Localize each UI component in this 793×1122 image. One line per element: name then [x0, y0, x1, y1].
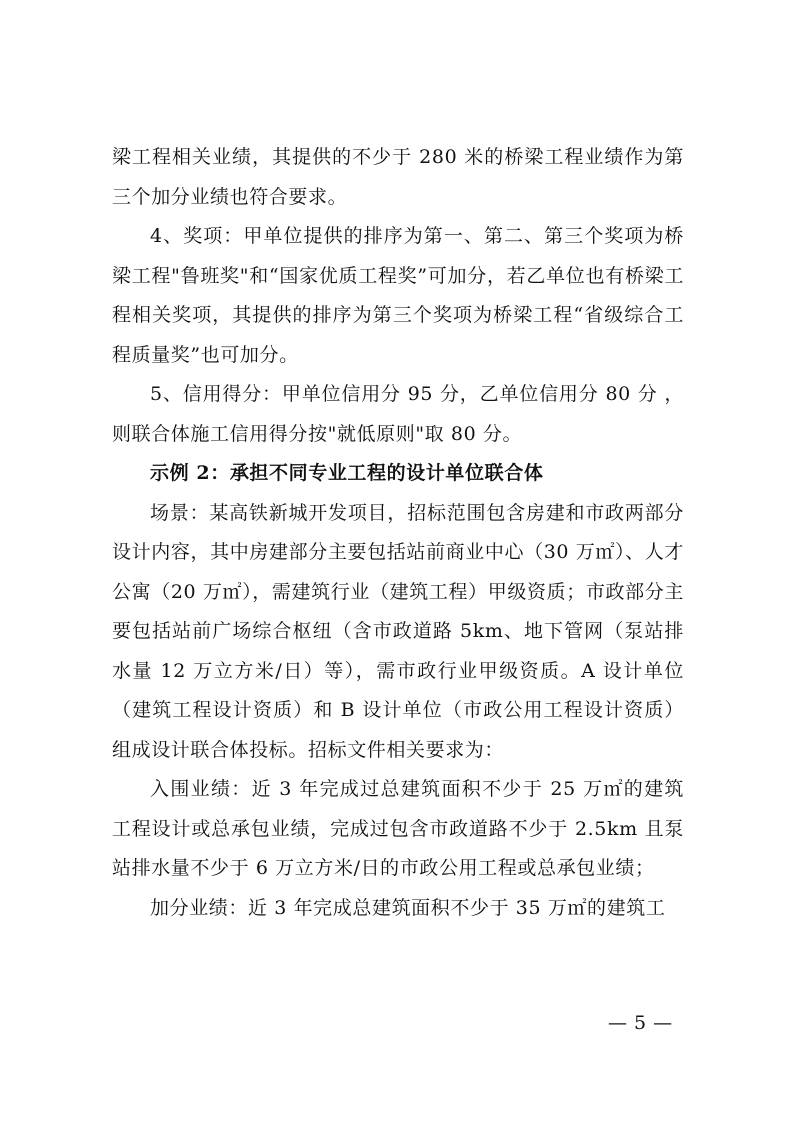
paragraph-scenario: 场景：某高铁新城开发项目，招标范围包含房建和市政两部分设计内容，其中房建部分主要包括站前商业中心（30 万㎡）、人才公寓（20 万㎡），需建筑行业（建筑工程）甲级资质；市政部分主要包括站前广场综合枢纽（含市政道路 5km、地下管网（泵站排水量 12 万立方米/日）等），需市政行业甲级资质。A 设计单位（建筑工程设计资质）和 B 设计单位（市政公用工程设计资质）组成设计联合体投标。招标文件相关要求为：: [112, 501, 684, 761]
paragraph-credit-score: 5、信用得分：甲单位信用分 95 分，乙单位信用分 80 分 ，则联合体施工信用得分按"就低原则"取 80 分。: [112, 383, 684, 445]
example-2-heading: 示例 2：承担不同专业工程的设计单位联合体: [150, 462, 544, 484]
paragraph-awards: 4、奖项：甲单位提供的排序为第一、第二、第三个奖项为桥梁工程"鲁班奖"和“国家优质工程奖”可加分，若乙单位也有桥梁工程相关奖项，其提供的排序为第三个奖项为桥梁工程“省级综合工程质量奖”也可加分。: [112, 225, 684, 366]
body-text: [112, 138, 684, 928]
paragraph-bonus-performance: 加分业绩：近 3 年完成总建筑面积不少于 35 万㎡的建筑工: [150, 896, 666, 919]
paragraph-bridge-performance: 梁工程相关业绩，其提供的不少于 280 米的桥梁工程业绩作为第三个加分业绩也符合要求。: [112, 146, 684, 208]
page-number: — 5 —: [608, 1012, 673, 1034]
paragraph-entry-performance: 入围业绩：近 3 年完成过总建筑面积不少于 25 万㎡的建筑工程设计或总承包业绩，完成过包含市政道路不少于 2.5km 且泵站排水量不少于 6 万立方米/日的市政公用工程或总承包业绩；: [112, 778, 684, 879]
